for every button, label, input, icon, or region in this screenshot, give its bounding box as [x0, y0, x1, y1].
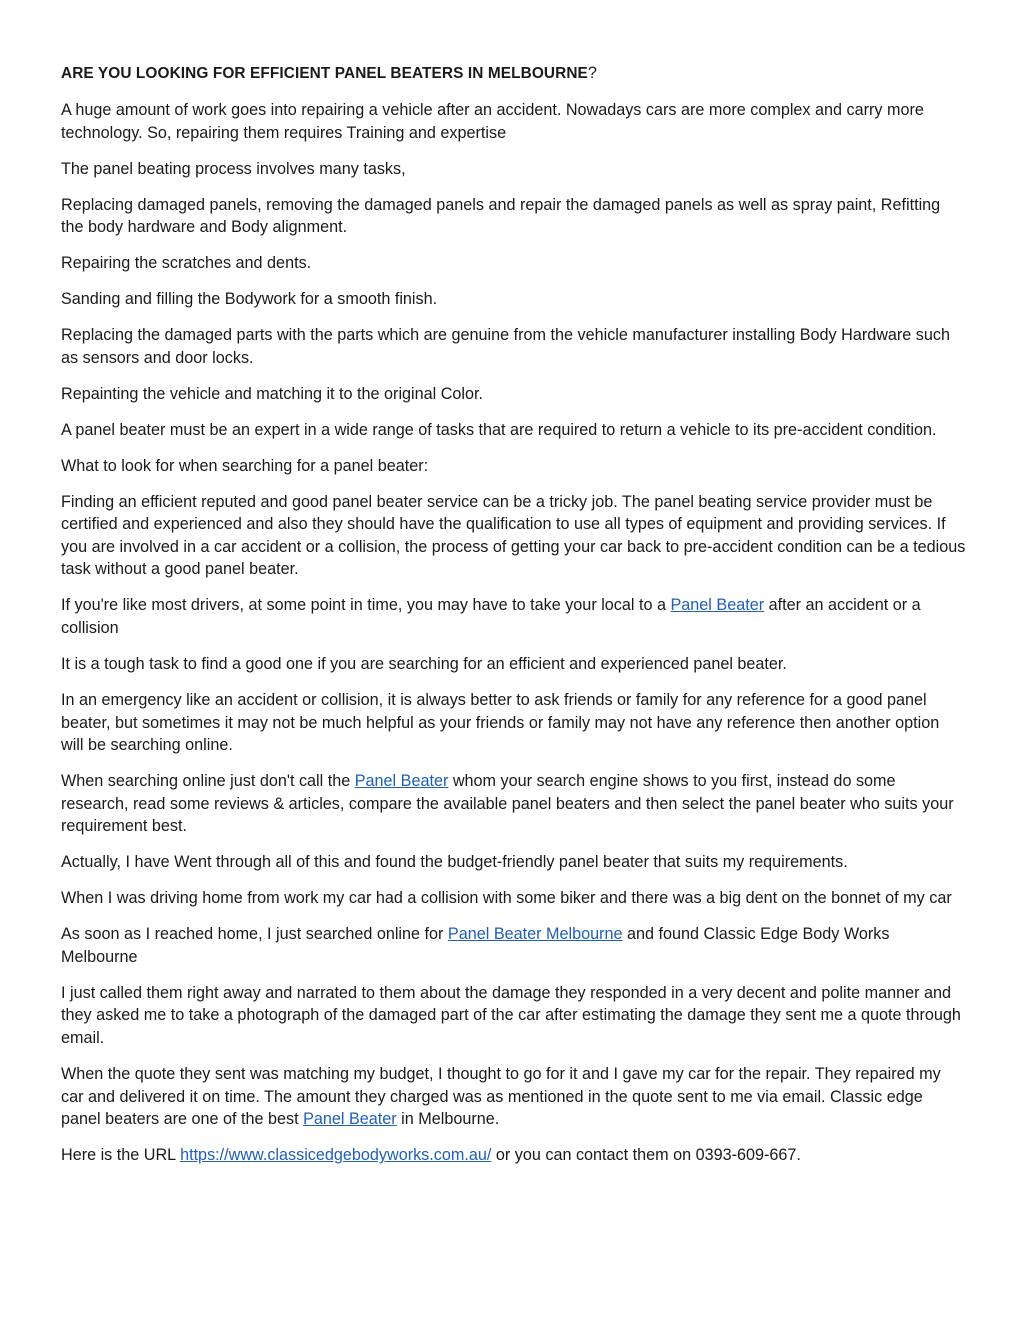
paragraph-tough-task: It is a tough task to find a good one if you are searching for an efficient and experienced panel beater.: [61, 654, 787, 673]
document-page: [61, 62, 966, 1180]
paragraph-called-them: I just called them right away and narrated to them about the damage they responded in a very decent and polite manner and they asked me to take a photograph of the damaged part of the car after estimating the damage they sent me a quote through email.: [61, 983, 961, 1048]
text-segment: or you can contact them on 0393-609-667.: [491, 1146, 801, 1165]
paragraph-scratches: Repairing the scratches and dents.: [61, 254, 312, 273]
paragraph-expert: A panel beater must be an expert in a wide range of tasks that are required to return a vehicle to its pre-accident condition.: [61, 420, 937, 439]
paragraph-what-to-look-for: What to look for when searching for a panel beater:: [61, 456, 429, 475]
paragraph-intro: A huge amount of work goes into repairing a vehicle after an accident. Nowadays cars are more complex and carry more technology. So, repairing them requires Training and expertise: [61, 100, 924, 142]
paragraph-sanding: Sanding and filling the Bodywork for a smooth finish.: [61, 290, 438, 309]
text-segment: in Melbourne.: [396, 1110, 500, 1129]
text-segment: whom your search engine shows to you first, instead do some research, read some reviews & articles, compare the available panel beaters and then select the panel beater who suits your requirement best.: [61, 772, 954, 836]
panel-beater-link[interactable]: Panel Beater: [354, 772, 449, 791]
paragraph-actually: Actually, I have Went through all of this and found the budget-friendly panel beater that suits my requirements.: [61, 853, 848, 872]
paragraph-quote: [61, 1063, 966, 1131]
text-segment: and found Classic Edge Body Works Melbourne: [61, 925, 890, 966]
paragraph-url: [61, 1144, 966, 1167]
text-segment: If you're like most drivers, at some point in time, you may have to take your local to a: [61, 596, 671, 615]
title-heading: ARE YOU LOOKING FOR EFFICIENT PANEL BEATERS IN MELBOURNE: [61, 65, 588, 82]
text-segment: When the quote they sent was matching my budget, I thought to go for it and I gave my car for the repair. They repaired my car and delivered it on time. The amount they charged was as mentioned in the quote sent to me via email. Classic edge panel beaters are one of the best: [61, 1065, 941, 1129]
title-question-mark: ?: [587, 64, 597, 82]
paragraph-repainting: Repainting the vehicle and matching it to the original Color.: [61, 384, 484, 403]
paragraph-drivers: [61, 594, 966, 639]
paragraph-replacing-panels: Replacing damaged panels, removing the damaged panels and repair the damaged panels as well as spray paint, Refitting the body hardware and Body alignment.: [61, 195, 941, 237]
text-segment: Here is the URL: [61, 1146, 181, 1165]
text-segment: As soon as I reached home, I just searched online for: [61, 925, 448, 944]
document-title: [61, 62, 966, 86]
paragraph-finding: Finding an efficient reputed and good panel beater service can be a tricky job. The panel beating service provider must be certified and experienced and also they should have the qualification to use all types of equipment and providing services. If you are involved in a car accident or a collision, the process of getting your car back to pre-accident condition can be a tedious task without a good panel beater.: [61, 492, 966, 579]
paragraph-replacing-parts: Replacing the damaged parts with the parts which are genuine from the vehicle manufacturer installing Body Hardware such as sensors and door locks.: [61, 326, 950, 367]
paragraph-process: The panel beating process involves many tasks,: [61, 159, 406, 178]
paragraph-collision: When I was driving home from work my car had a collision with some biker and there was a big dent on the bonnet of my car: [61, 889, 952, 908]
text-segment: When searching online just don't call the: [61, 772, 355, 791]
panel-beater-link[interactable]: Panel Beater: [670, 596, 765, 615]
text-segment: after an accident or a collision: [61, 596, 921, 637]
paragraph-emergency: In an emergency like an accident or collision, it is always better to ask friends or family for any reference for a good panel beater, but sometimes it may not be much helpful as your friends or family may not have any reference then another option will be searching online.: [61, 690, 940, 755]
website-url-link[interactable]: https://www.classicedgebodyworks.com.au/: [180, 1146, 492, 1165]
paragraph-searched-online: [61, 923, 966, 968]
panel-beater-link[interactable]: Panel Beater: [303, 1110, 397, 1129]
paragraph-searching-online: [61, 770, 966, 838]
panel-beater-melbourne-link[interactable]: Panel Beater Melbourne: [447, 925, 623, 944]
